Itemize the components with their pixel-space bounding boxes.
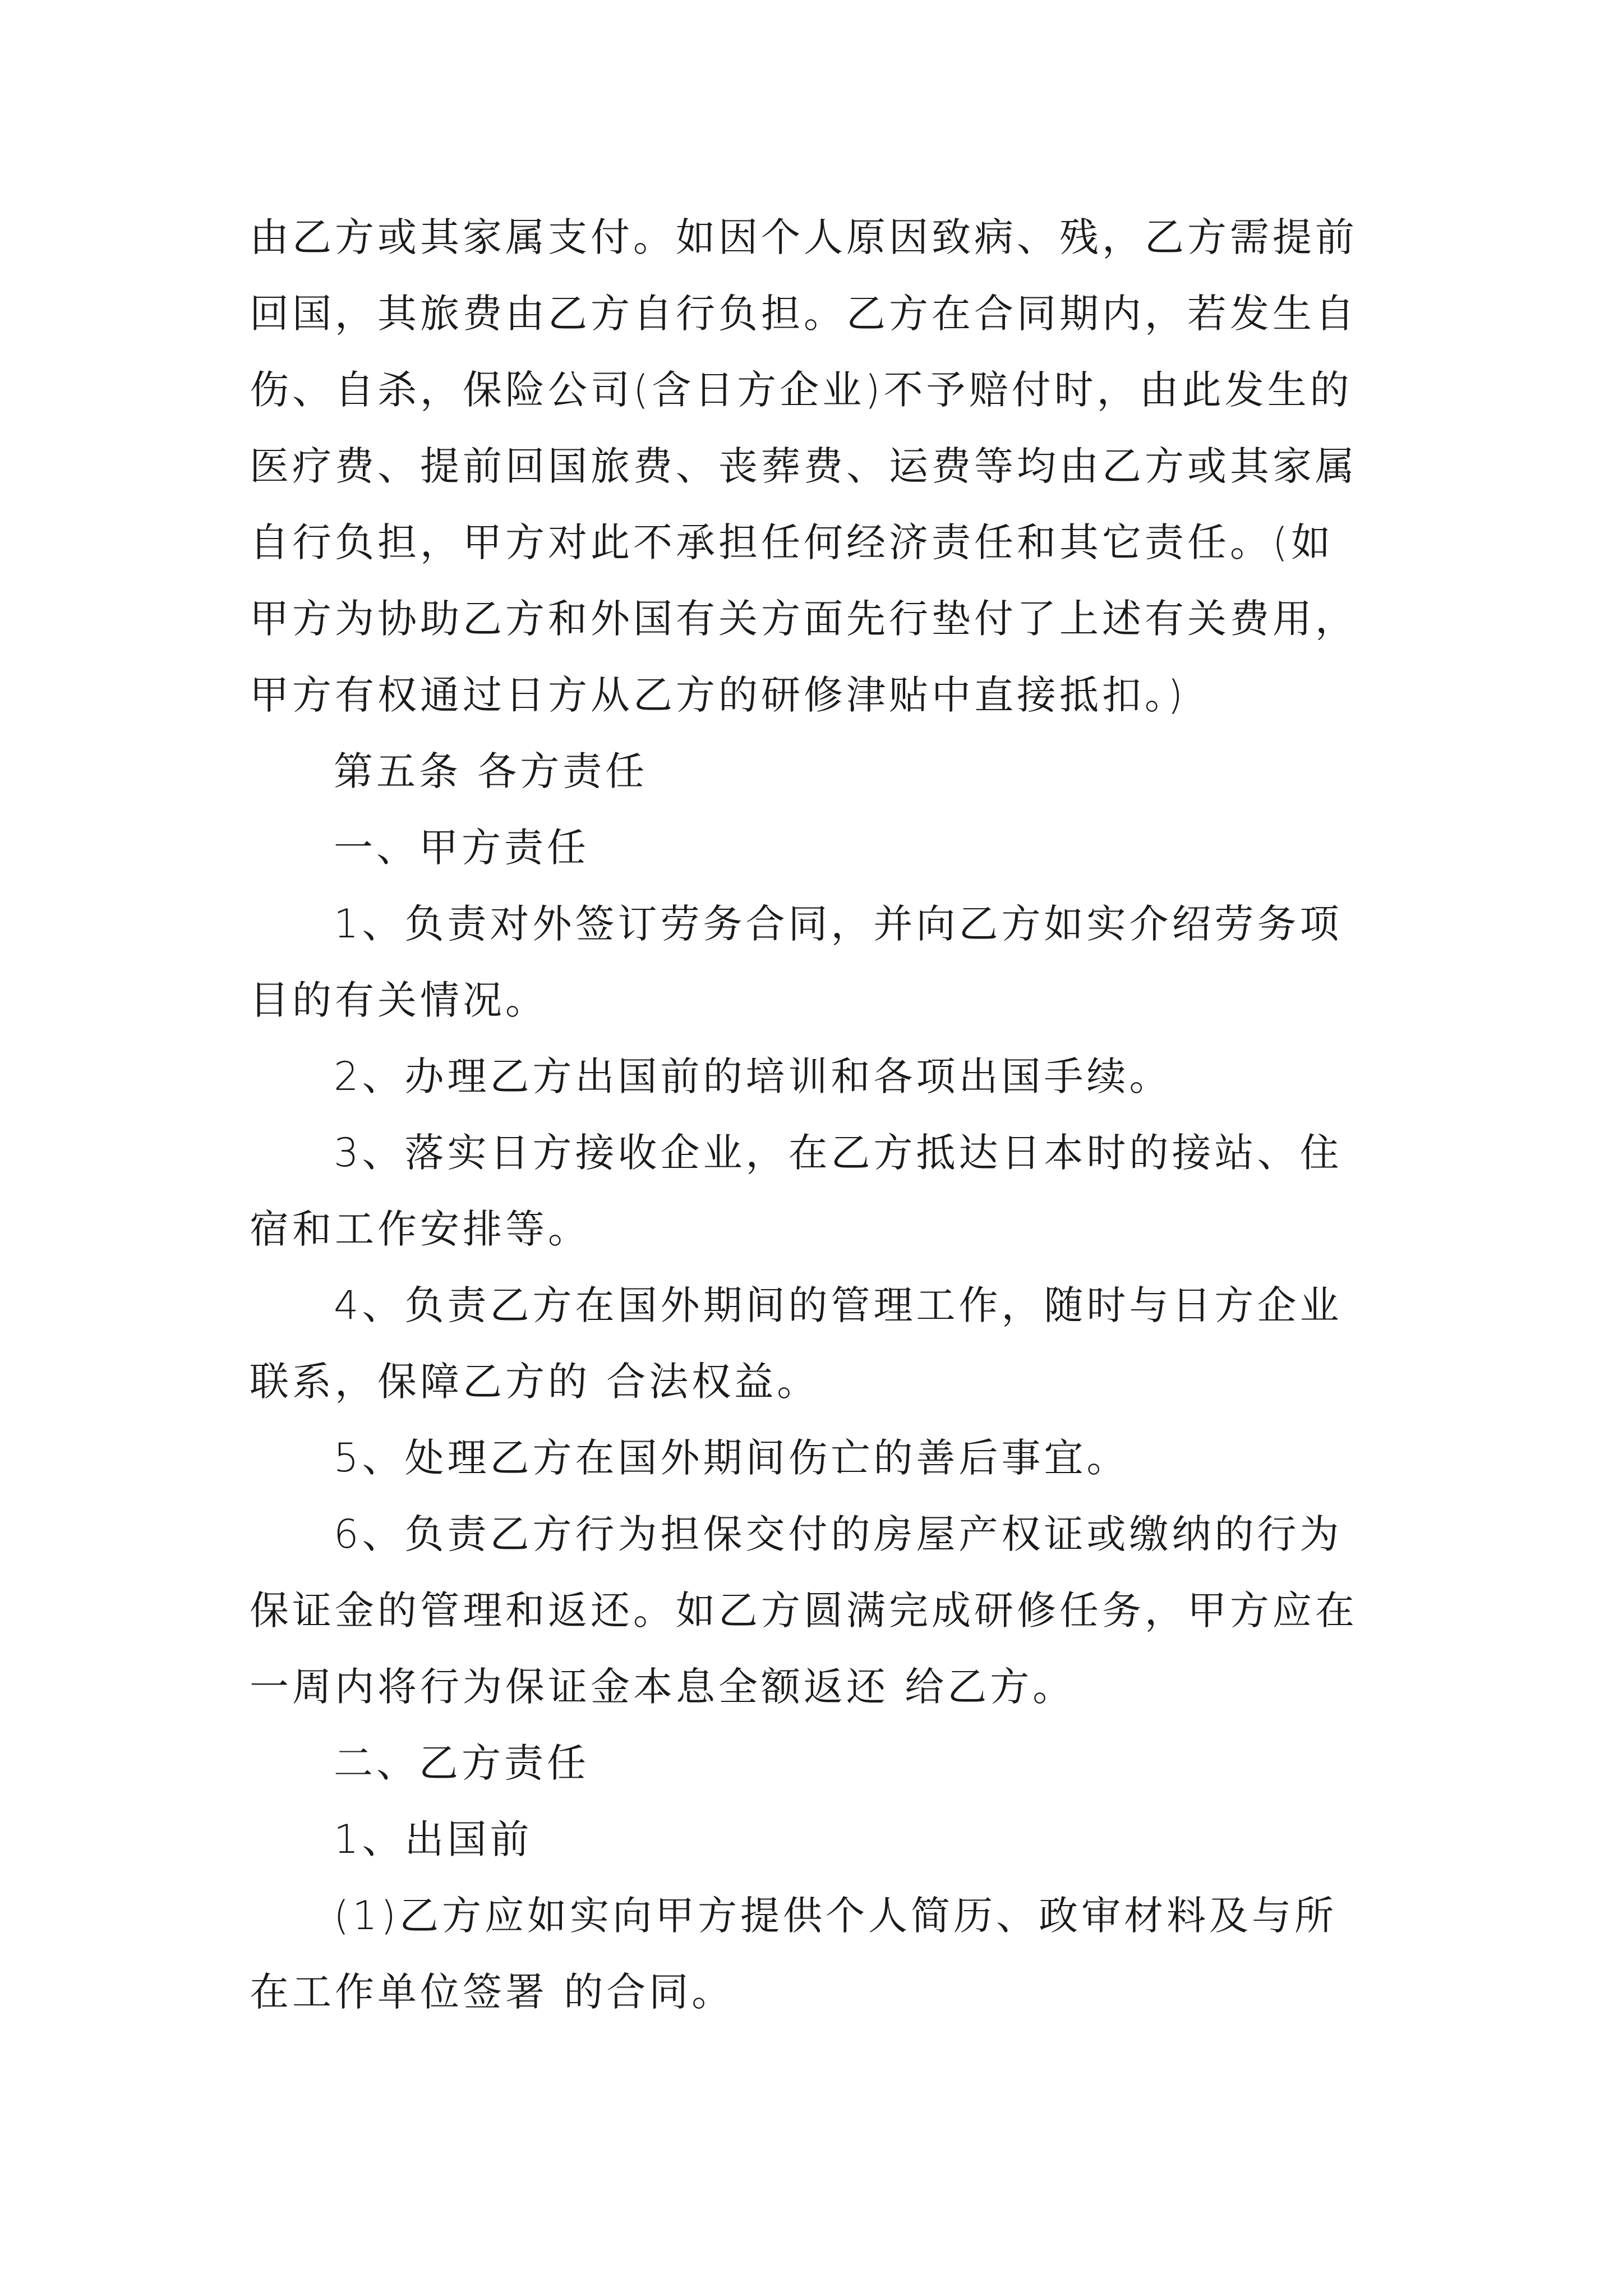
text-line: 伤、自杀，保险公司(含日方企业)不予赔付时，由此发生的 (250, 367, 1353, 413)
party-b-subheading (250, 1801, 1394, 1878)
party-a-item-6 (250, 1496, 1394, 1725)
party-a-item-5 (250, 1420, 1394, 1496)
party-b-heading: 二、乙方责任 (334, 1740, 589, 1786)
party-a-item-4 (250, 1267, 1394, 1420)
text-line: 4、负责乙方在国外期间的管理工作，随时与日方企业 (334, 1282, 1343, 1328)
document-body (250, 199, 1394, 2030)
text-line: (1)乙方应如实向甲方提供个人简历、政审材料及与所 (334, 1893, 1338, 1939)
text-line: 甲方有权通过日方从乙方的研修津贴中直接抵扣。) (250, 672, 1187, 718)
text-line: 1、负责对外签订劳务合同，并向乙方如实介绍劳务项 (334, 901, 1343, 947)
paragraph-expense-liability (250, 199, 1394, 733)
text-line: 联系，保障乙方的 合法权益。 (250, 1359, 820, 1405)
section-heading (250, 1725, 1394, 1801)
article-5-title: 第五条 各方责任 (334, 748, 648, 794)
party-a-item-3 (250, 1115, 1394, 1267)
text-line: 5、处理乙方在国外期间伤亡的善后事宜。 (334, 1435, 1129, 1481)
text-line: 2、办理乙方出国前的培训和各项出国手续。 (334, 1053, 1172, 1099)
party-a-heading: 一、甲方责任 (334, 825, 589, 871)
party-a-item-2 (250, 1038, 1394, 1115)
party-a-item-1 (250, 886, 1394, 1038)
article-heading (250, 733, 1394, 809)
section-heading (250, 809, 1394, 886)
text-line: 宿和工作安排等。 (250, 1206, 591, 1252)
party-b-item-1-1 (250, 1878, 1394, 2030)
text-line: 自行负担，甲方对此不承担任何经济责任和其它责任。(如 (250, 519, 1334, 565)
text-line: 回国，其旅费由乙方自行负担。乙方在合同期内，若发生自 (250, 291, 1358, 337)
before-departure-heading: 1、出国前 (334, 1816, 533, 1862)
text-line: 6、负责乙方行为担保交付的房屋产权证或缴纳的行为 (334, 1511, 1343, 1557)
text-line: 在工作单位签署 的合同。 (250, 1969, 735, 2015)
text-line: 目的有关情况。 (250, 977, 548, 1023)
text-line: 医疗费、提前回国旅费、丧葬费、运费等均由乙方或其家属 (250, 443, 1358, 489)
text-line: 3、落实日方接收企业，在乙方抵达日本时的接站、住 (334, 1130, 1343, 1176)
text-line: 保证金的管理和返还。如乙方圆满完成研修任务，甲方应在 (250, 1588, 1358, 1634)
text-line: 一周内将行为保证金本息全额返还 给乙方。 (250, 1664, 1076, 1710)
text-line: 甲方为协助乙方和外国有关方面先行垫付了上述有关费用， (250, 596, 1358, 642)
text-line: 由乙方或其家属支付。如因个人原因致病、残，乙方需提前 (250, 214, 1358, 260)
